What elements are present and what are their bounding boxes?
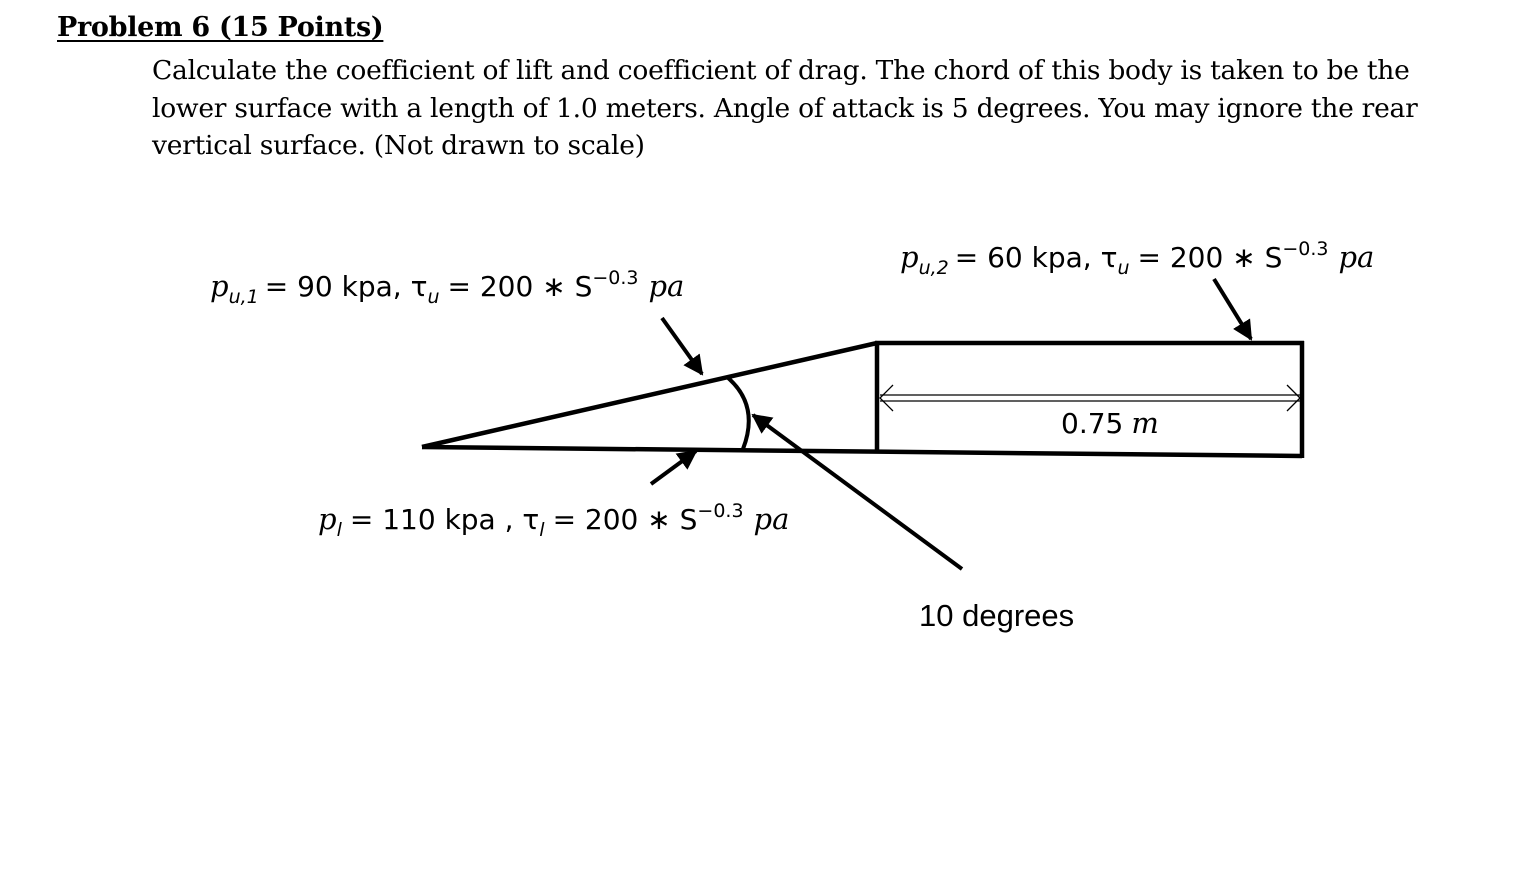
problem-statement-line-3: vertical surface. (Not drawn to scale) — [152, 130, 645, 161]
wedge-upper-surface — [422, 343, 877, 447]
angle-arc — [727, 377, 749, 449]
upper-front-label: pu,1 = 90 kpa, τu = 200 ∗ S−0.3 pa — [210, 267, 685, 308]
length-label: 0.75 m — [1061, 406, 1159, 440]
upper-rear-arrow — [1214, 279, 1251, 339]
lower-arrow — [651, 451, 696, 484]
problem-statement-line-2: lower surface with a length of 1.0 meters. Angle of attack is 5 degrees. You may ignore the rear — [152, 92, 1418, 124]
body-outline — [422, 341, 1304, 458]
problem-statement-line-1: Calculate the coefficient of lift and coefficient of drag. The chord of this body is taken to be the — [152, 55, 1410, 86]
lower-surface — [422, 447, 1302, 456]
problem-title: Problem 6 (15 Points) — [57, 12, 384, 43]
angle-label: 10 degrees — [919, 598, 1075, 633]
upper-front-arrow — [662, 318, 702, 374]
angle-arrow — [753, 415, 962, 569]
lower-label: pl = 110 kpa , τl = 200 ∗ S−0.3 pa — [318, 500, 790, 541]
upper-rear-label: pu,2 = 60 kpa, τu = 200 ∗ S−0.3 pa — [900, 238, 1375, 279]
